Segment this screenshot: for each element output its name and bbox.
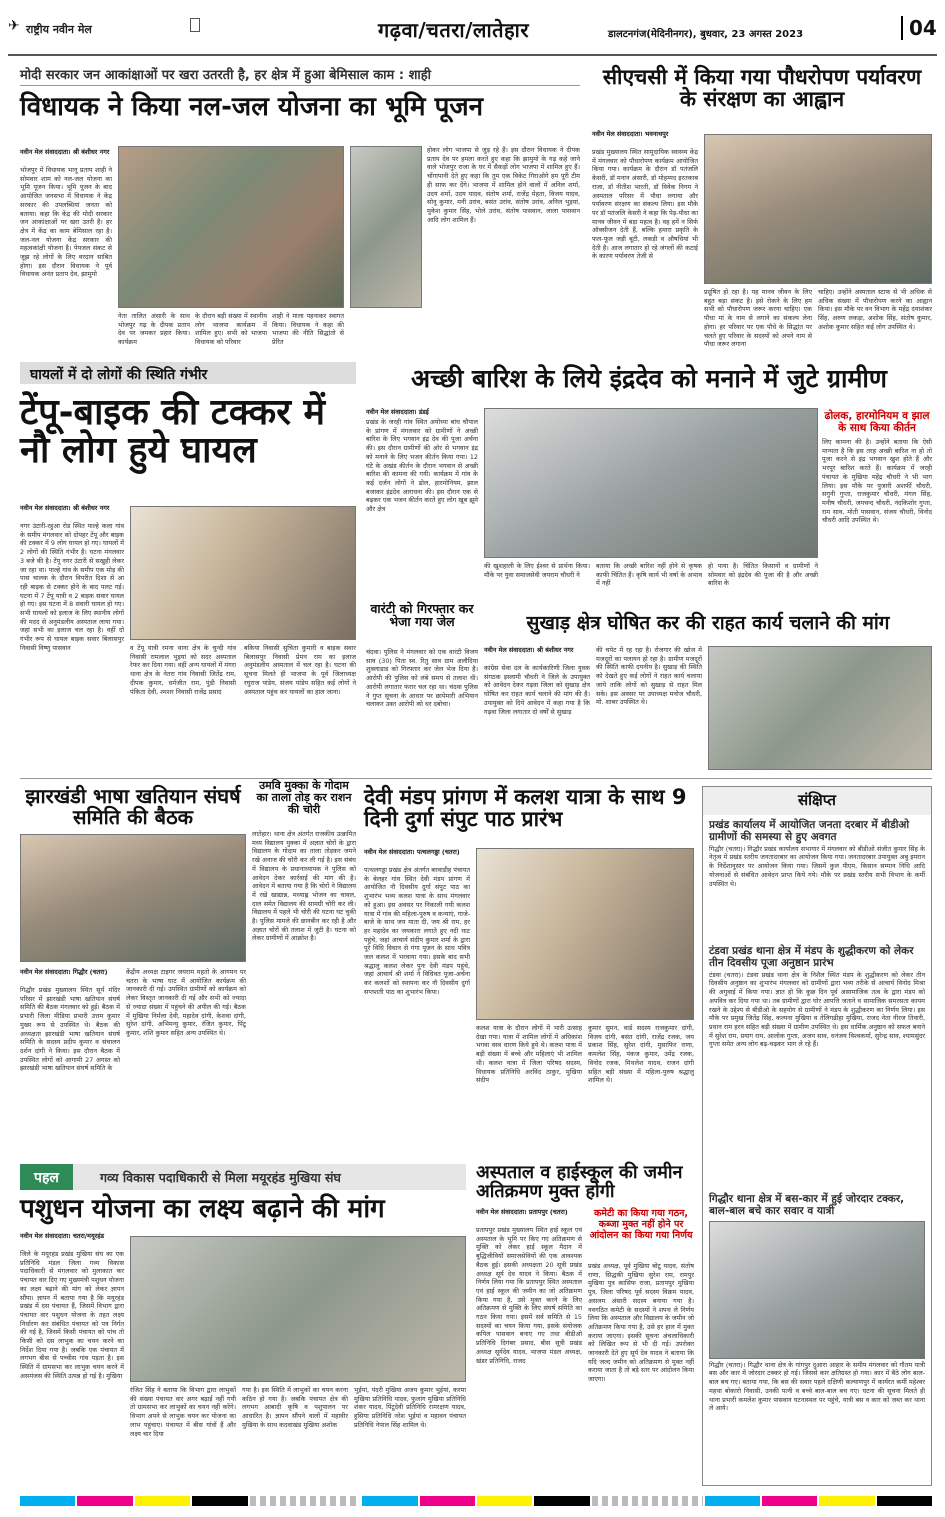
story1-col4: शाही ने माला पहनाकर स्वागत किया। विधायक ने कहा की भाजपा की नीति सिद्धांतो से प्रेरित: [272, 312, 344, 346]
sankship-h3: गिद्धौर थाना क्षेत्र में बस-कार में हुई जोरदार टक्कर, बाल-बाल बचे कार सवार व यात्री: [709, 1192, 905, 1217]
dateline: डालटनगंज(मेदिनीनगर), बुधवार, 23 अगस्त 2023: [608, 29, 804, 40]
story1-col2: नेता तालित अंसारी के साथ भोजपुर गढ़ के दीपक प्रताप देव पर जमकर प्रहार किया। कार्यक्रम: [118, 312, 190, 346]
story7-headline: झारखंडी भाषा खतियान संघर्ष समिति की बैठक: [25, 784, 241, 829]
story9-col1: पत्थलगड्डा प्रखंड क्षेत्र अंतर्गत बरवाडीह पंचायत के बेलहर गांव स्थित देवी मंडप प्रांगण में आयोजित नौ दिवसीय दुर्गा संपुट पाठ का शुभारंभ भव्य कलश यात्रा के साथ मंगलवार को हुआ। इस अवसर पर निकाली गयी कलश यात्रा में गांव की महिला-पुरुष व कन्याएं, गाजे-बाजे के साथ जय माता दी, जय श्री राम, हर हर महादेव का जयकारा लगाते हुए नदी घाट पहुंचे, जहां आचार्य संदीप कुमार शर्मा के द्वारा पूरे विधि विधान से गंगा पूजन के साथ पवित्र जल कलश में भरवाया गया। इसके बाद सभी श्रद्धालु कलश लेकर पुनः देवी मंडप पहुंचे, जहां आचार्य श्री शर्मा ने विधिवत पूजा-अर्चना कर कलशों को स्थापना कर नौ दिवसीय दुर्गा सप्तशती पाठ का शुभारंभ किया।: [364, 866, 470, 996]
story1-photo-2: [350, 146, 422, 308]
story3-col3: बकिया निवासी सुचिता कुमारी व बाइक सवार बिलासपुर निवासी प्रेमन राम का इलाज अनुमंडलीय अस्पताल में चल रहा है। घटना की सूचना मिलते ही भाजपा के पूर्व जिलाध्यक्ष रघुराज पांडेय, संजय पांडेय सहित कई लोगों ने अस्पताल पहुंच कर घायलों का हाल जाना।: [244, 644, 356, 696]
story4-col5: लिए कामना की है। उन्होंने बताया कि ऐसी मान्यता है कि इस तरह अच्छी बारिश ना हो तो पूजा करने से इंद्र भगवान खुश होते हैं और भरपूर बारिश करते हैं। कार्यक्रम में जरही पंचायत के मुखिया महेंद्र चौधरी ने भी भाग लिया। इस मौके पर पुजारी अशर्फी चौधरी, सगुनी गुप्ता, राजकुमार चौधरी, मंगल सिंह, मनीष चौधरी, जयचन्द चौधरी, नंदकिशोर गुप्ता, राम साव, मोती पासवान, संजय चौधरी, विनोद चौधरी आदि उपस्थित थे।: [822, 438, 932, 525]
story11-headline: अस्पताल व हाईस्कूल की जमीन अतिक्रमण मुक्त होगी: [476, 1162, 683, 1202]
story9-headline: देवी मंडप प्रांगण में कलश यात्रा के साथ 9 दिनी दुर्गा संपुट पाठ प्रारंभ: [364, 785, 687, 832]
divider: [20, 778, 932, 779]
story4-photo: [484, 408, 818, 558]
story2-headline: सीएचसी में किया गया पौधरोपण पर्यावरण के संरक्षण का आह्वान: [602, 65, 922, 112]
masthead: [8, 8, 937, 56]
story2-byline: नवीन मेल संवाददाता। भवनाथपुर: [592, 130, 669, 138]
sankship-h1: प्रखंड कार्यालय में आयोजित जनता दरबार में बीडीओ ग्रामीणों की समस्या से हुए अवगत: [709, 818, 910, 843]
story3-byline: नवीन मेल संवाददाता। श्री बंशीधर नगर: [20, 504, 110, 512]
paper-name: राष्ट्रीय नवीन मेल: [26, 23, 92, 36]
story10-col1: जिले के मयूरहंड प्रखंड मुखिया संघ का एक प्रतिनिधि मंडल जिला गव्य विकास पदाधिकारी से मंगलवार को मुलाकात कर पंचायत वार दिए गए मुख्यमंत्री पशुधन योजना का लक्ष्य बढ़ाने की मांग को लेकर ज्ञापन सौंपा। ज्ञापन में बताया गया है कि मयूरहंड प्रखंड में दस पंचायत हैं, जिसमें विभाग द्वारा पंचायत वार पशुधन योजना के तहत लक्ष्य निर्धारण कर संबंधित पंचायत को पत्र निर्गत की गई है, जिसमें किसी पंचायत को पांच तो किसी को दस लाभुक का चयन करने का निर्देश दिया गया है। जबकि एक पंचायत में लगभग बीस से पच्चीस गांव पड़ता है। इस स्थिति में ग्रामसभा कर लाभुक चयन करने में असमंजस की स्थिति उत्पन्न हो गई है। मुखिया: [20, 1250, 124, 1380]
qr-code-icon: [190, 18, 200, 32]
story6-headline: सुखाड़ क्षेत्र घोषित कर की राहत कार्य चलाने की मांग: [526, 612, 890, 634]
page-region: गढ़वा/चतरा/लातेहार: [378, 18, 530, 42]
story10-kicker-bar: [20, 1164, 466, 1190]
sankship-photo: [709, 1221, 925, 1359]
story1-col3: के दौरान बड़ी संख्या में स्थानीय लोग भाजपा कार्यक्रम में शामिल हुए। सभी को भाजपा विधायक को परिवार: [195, 312, 267, 346]
story7-col1: गिद्धौर प्रखंड मुख्यालय स्थित सूर्य मंदिर परिसर में झारखंडी भाषा खतियान संघर्ष समिति की बैठक मंगलवार को हुई। बैठक में प्रभारी जिला मीडिया प्रभारी उत्तम कुमार मुख्य रूप से उपस्थित थे। बैठक की अध्यक्षता झारखंडी भाषा खतियान संघर्ष समिति के सदस्य प्रदीप कुमार व संचालन दर्शन दांगी ने किया। इस दौरान बैठक में उपस्थित लोगों को आगामी 27 अगस्त को झारखंडी भाषा खतियान संघर्ष समिति के: [20, 986, 120, 1073]
story6-photo: [708, 646, 932, 770]
story8-body: लातेहार। थाना क्षेत्र अंतर्गत राजकीय उत्क्रमित मध्य विद्यालय मुक्का में अज्ञात चोरों के द्वारा विद्यालय के गोदाम का ताला तोड़कर जमने रखे अनाज की चोरी कर ली गई है। इस संबंध में विद्यालय के प्रधानाध्यापक ने पुलिस को आवेदन देकर कार्रवाई की मांग की है। आवेदन में बताया गया है कि चोरों ने विद्यालय में रखे खाद्यान्न, मध्याह्न भोजन का चावल, दाल समेत विद्यालय की सामग्री चोरी कर ली। विद्यालय में पहले भी चोरी की घटना घट चुकी है। पुलिस मामले की छानबीन कर रही है और अज्ञात चोरों की तलाश में जुटी है। घटना को लेकर ग्रामीणों में आक्रोश है।: [252, 830, 356, 943]
bird-logo-icon: ✈: [8, 18, 20, 34]
story10-col3: गया है। इस स्थिति में लाभुकों का चयन करना कठिन हो गया है। जबकि पंचायत क्षेत्र की लगभग आबादी कृषि व पशुपालन पर आधारित है। ज्ञापन सौंपने वालों में महावीर मुखिया के साथ कदवाखंड मुखिया अशोक: [242, 1386, 348, 1429]
story10-photo: [130, 1236, 466, 1382]
story10-headline: पशुधन योजना का लक्ष्य बढ़ाने की मांग: [20, 1194, 385, 1224]
story2-col2: प्रदूषित हो रहा है। यह मानव जीवन के लिए बहुत बड़ा संकट है। इसे रोकने के लिए हम सभी को पौधारोपण जरूर करना चाहिए। एक पौधा मां के नाम से लगाने का संकल्प लेना होगा। हर परिवार पर एक पौधे के सिद्धांत पर चलते हुए परिवार के सदस्यों को अपने नाम से पौधा जरूर लगाना: [704, 288, 812, 348]
story10-kicker: गव्य विकास पदाधिकारी से मिला मयूरहंड मुखिया संघ: [100, 1170, 341, 1185]
sankship-p2: टंडवा (चतरा)। टंडवा प्रखंड थाना क्षेत्र के निशैल स्थित मंडप के शुद्धीकरण को लेकर तीन दिवसीय अनुष्ठान का शुभारंभ मंगलवार को ग्रामीणों द्वारा भव्य तरीके से आचार्य विनोद मिश्रा की अगुवाई में किया गया। ज्ञात हो कि कुछ दिन पूर्व असामाजिक तत्व के द्वारा मंडप को अपवित्र कर दिया गया था। तब ग्रामीणों द्वारा घोर आपत्ति जताने व सामाजिक समरसता कायम रखने के उद्देश्य से बीडीओ के सहयोग से ग्रामीणों ने मंडप के शुद्धीकरण का निर्णय लिया। इस मौके पर प्रमुख जितेंद्र सिंह, कल्पना मुखिया व तेलिगढ़ीहा मुखिया, राजद नेता नीरज तिवारी, प्रधान राम हरन सहित बड़ी संख्या में ग्रामीण उपस्थित थे। इस धार्मिक अनुष्ठान को सफल बनाने में सुरेश राम, प्रयाग राम, आलोक गुप्ता, अजय साव, धनंजय विश्वकर्मा, सुरेन्द्र साव, श्यामसुंदर गुप्ता समेत अन्य लोग बढ़-चढ़कर भाग ले रहे हैं।: [709, 970, 925, 1049]
story4-headline: अच्छी बारिश के लिये इंद्रदेव को मनाने में जुटे ग्रामीण: [411, 364, 887, 393]
story4-col4: हो पाया है। चिंतित किसानों व ग्रामीणों ने सोमवार को इंद्रदेव की पूजा की है और अच्छी बारिश के: [708, 562, 818, 588]
page-number: 04: [901, 16, 937, 40]
story10-byline: नवीन मेल संवाददाता। चतरा/मयूरहंड: [20, 1232, 105, 1240]
story7-photo: [20, 834, 246, 962]
story11-col2: प्रखंड अध्यक्ष, पूर्व मुखिया बोटू यादव, संतोष राणा, सिद्धकी मुखिया सुरेश राम, रामपुर मुखिया पुत्र कासिफ राजा, प्रतापपुर मुखिया पुत्र, जिला परिषद पूर्व सदस्य विक्रम यादव, असलम अंसारी सदस्य बनाया गया है। नवगठित कमेटी के सदस्यों ने शपथ ले निर्णय लिया कि अस्पताल और विद्यालय के जमीन जो अतिक्रमण किया गया है, उसे हर हाल में मुक्त कराया जाएगा। इसकी सूचना अंचलाधिकारी को लिखित रूप से भी दी गई। उपरोक्त जानकारी देते हुए सूर्य देव यादव ने बताया कि यदि जल्द जमीन को अतिक्रमण से मुक्त नहीं कराया जाता है तो बड़े स्तर पर आंदोलन किया जाएगा।: [588, 1262, 694, 1384]
story10-tag: पहल: [20, 1164, 73, 1190]
story4-red-note: ढोलक, हारमोनियम व झाल के साथ किया कीर्तन: [824, 410, 930, 434]
story9-byline: नवीन मेल संवाददाता। पत्थलगड्डा (चतरा): [364, 848, 460, 856]
sankship-p1: गिद्धौर (चतरा)। गिद्धौर प्रखंड कार्यालय सभागार में मंगलवार को बीडीओ संजीत कुमार सिंह के नेतृत्व में प्रखंड स्तरीय जनतादरबार का आयोजन किया गया। जनतादरबार उपायुक्त अबु इमरान के निर्देशानुसार पर आयोजन किया गया। जिसमें कुल पीएम, किसान सम्मान निधि आदि योजनाओं से संबंधित आवेदन प्राप्त किये गये। मौके पर प्रखंड स्तरीय सभी विभाग के कर्मी उपस्थित थे।: [709, 844, 925, 888]
story3-col1: नगर उंटारी-रहुआ रोड स्थित पाल्हे कला गांव के समीप मंगलवार को दोपहर टेंपू और बाइक की टक्कर में 9 लोग घायल हो गए। घायलों में 2 लोगों की स्थिति गंभीर है। घटना मंगलवार 3 बजे की है। टेंपू नगर उंटारी से सखुही लेकर जा रहा था। पाल्हे गांव के समीप एक मोड़ की पास चालक के दौरान विपरीत दिशा से आ रही बाइक से टक्कर होने के बाद पलट गई। घटना में 7 टेंपू यात्री व 2 बाइक सवार घायल हो गए। इस घटना में 8 सवारी घायल हो गए। सभी घायलों को इलाज के लिए स्थानीय लोगों की मदद से अनुमंडलीय अस्पताल लाया गया। जहां सभी का इलाज चल रहा है। वहीं दो गंभीर रूप से घायल बाइक सवार बिलासपुर निवासी विष्णु पासवान: [20, 522, 124, 652]
sankship-h2: टंडवा प्रखंड थाना क्षेत्र में मंडप के शुद्धीकरण को लेकर तीन दिवसीय पूजा अनुष्ठान प्रारंभ: [709, 944, 914, 969]
story4-col2: की खुशहाली के लिए ईश्वर से प्रार्थना किया। मौके पर युवा समाजसेवी जयराम चौधरी ने: [484, 562, 590, 579]
story9-photo: [476, 848, 694, 1020]
story9-col2: कलश यात्रा के दौरान लोगों में भारी उत्साह देखा गया। यात्रा में शामिल लोगों में अधिकांश भगवा वस्त्र धारण किये हुये थे। कलश यात्रा में बड़ी संख्या में बच्चे और महिलाएं भी शामिल थी। कलश यात्रा में जिला परिषद सदस्य, विधायक प्रतिनिधि अरविंद ठाकुर, मुखिया संदीप: [476, 1024, 582, 1085]
story5-body: चंदवा। पुलिस ने मंगलवार को एक वारंटी विजय साव (30) पिता स्व. रितु साव ग्राम अलौदिया शुक्लाडाड को गिरफ्तार कर जेल भेज दिया है। आरोपी की पुलिस को लंबे समय से तलाश थी। आरोपी लगातार फरार चल रहा था। चंदवा पुलिस ने गुप्त सूचना के आधार पर छापेमारी अभियान चलाकर उक्त आरोपी को धर दबोचा।: [366, 648, 478, 709]
story1-headline: विधायक ने किया नल-जल योजना का भूमि पूजन: [20, 92, 484, 122]
story8-headline: उमवि मुक्का के गोदाम का ताला तोड़ कर राशन की चोरी: [256, 779, 352, 816]
story6-col1: कांग्रेस सेवा दल के कार्यकारिणी जिला युवक संगठक इस्लामी चौधरी ने जिले के उपायुक्त को आवेदन देकर गढ़वा जिला को सुखाड़ क्षेत्र घोषित कर राहत कार्य चलाने की मांग की है। उपायुक्त को दिये आवेदन में कहा गया है कि गढ़वा जिला लगातार दो वर्षों से सुखाड़: [484, 664, 590, 716]
story11-byline: नवीन मेल संवाददाता। प्रतापपुर (चतरा): [476, 1208, 568, 1216]
story2-col1: प्रखंड मुख्यालय स्थित सामुदायिक स्वास्थ्य केंद्र में मंगलवार को पौधारोपण कार्यक्रम आयोजित किया गया। कार्यक्रम के दौरान डॉ पतंजलि केसरी, डॉ मनान अंसारी, डॉ मोहम्मद इरतकाब राजा, डॉ नीतीश भारती, डॉ विवेक निगम ने अस्पताल परिसर में पौधा लगाया और पर्यावरण संरक्षण का संकल्प लिया। इस मौके पर डॉ पतंजलि केसरी ने कहा कि पेड़-पौधा का मानव जीवन में बड़ा महत्व है। वह हमें न सिर्फ ऑक्सीजन देती हैं, बल्कि हमारा प्रकृति के फल-फूल जड़ी बूटी, लकड़ी व औषधियां भी देती है। आज लगातार हो रहे जंगलों की कटाई के कारण पर्यावरण तेजी से: [592, 148, 698, 261]
story1-kicker-bar: [20, 64, 580, 86]
story9-col3: कुमार सुमन, वार्ड सदस्य राजकुमार दांगी, विजय दांगी, बसंत दांगी, राजेंद्र रजक, जय प्रकाश सिंह, सुरेश दांगी, मुसाफिर राणा, कमलेश सिंह, पंकज कुमार, उमेंद्र रजक, विनोद रजक, मिथलेश यादव, राजन दांगी सहित बड़ी संख्या में महिला-पुरुष श्रद्धालु शामिल थे।: [588, 1024, 694, 1085]
story4-byline: नवीन मेल संवाददाता। डंडई: [366, 408, 429, 416]
story4-col1: प्रखंड के जरही गांव स्थित अयोध्या बांध चौपाल के प्रांगण में मंगलवार को ग्रामीणों ने अच्छी बारिश के लिए भगवान इंद्र देव की पूजा अर्चना की। इस दौरान ग्रामीणों की ओर से भगवान इंद्र को मनाने के लिए भजन कीर्तन किया गया। 12 घंटे के अखंड कीर्तन के दौरान भगवान से अच्छी बारिश की कामना की गयी। कार्यक्रम में गांव के कई दर्जन लोगों ने ढोल, हारमोनियम, झाल बजाकर इंद्रदेव आराधना की। इस दौरान एक से बढ़कर एक भजन कीर्तन करते हुए लोग खूब झूमे और क्षेत्र: [366, 418, 478, 514]
story3-kicker: घायलों में दो लोगों की स्थिति गंभीर: [20, 362, 356, 384]
story2-col3: चाहिए। उन्होंने अस्पताल स्टाफ से भी अधिक से अधिक संख्या में पौधारोपण करने का आह्वान किया। इस मौके पर वन विभाग के महेंद्र दयाशंकर सिंह, अरुण लकड़ा, अशोक सिंह, संतोष कुमार, अशोक कुमार सहित कई लोग उपस्थित थे।: [818, 288, 932, 331]
story7-col2: केंद्रीय अध्यक्ष टाइगर जयराम महतो के आगमन पर चतरा के भाषा घाट में आयोजित कार्यक्रम की जानकारी दी गई। उपस्थित ग्रामीणों को कार्यक्रम को लेकर विस्तृत जानकारी दी गई और सभी को ज्यादा से ज्यादा संख्या में पहुंचने की अपील की गई। बैठक में मुखिया निर्मला देवी, महादेव दांगी, केशवा दांगी, सुरेश दांगी, अभिमन्यु कुमार, रंजित कुमार, पिंटू कुमार, शशि कुमार सहित अन्य उपस्थित थे।: [126, 968, 246, 1037]
story3-col2: व टेंपू यात्री रमना थाना क्षेत्र के चुन्दी गांव निवासी रामलाल भुइयां को सदर अस्पताल रेफर कर दिया गया। वहीं अन्य घायलों में मंगरा थाना क्षेत्र के नेतरा गांव निवासी जितेंद्र राम, दीपक कुमार, धर्मजीत राम, पुंडी निवासी पंकिता देवी, श्मशर निवासी राजेंद्र प्रसाद: [130, 644, 236, 696]
sankship-box: [702, 786, 932, 1486]
sankship-p3: गिद्धौर (चतरा)। गिद्धौर थाना क्षेत्र के गांगपुर दुआरा आहार के समीप मंगलवार को गौतम यात्री बस और कार में जोरदार टक्कर हो गई। जिससे कार क्षतिग्रस्त हो गया। कार में बैठे लोग बाल-बाल बच गए। बताया गया, कि बस की सवार पहले दक्षिणी कल्याणपुर में कार्यरत कर्मी महेश्वर महथा बोकारो निवासी, उनकी पत्नी व बच्चे बाल-बाल बच गए। घटना की सूचना मिलते ही थाना प्रभारी कमलेश कुमार पासवान घटनास्थल पर पहुंचे, यात्री बस व कार को जब्त कर थाना ले आये।: [709, 1360, 925, 1413]
story3-headline: टेंपू-बाइक की टक्कर में नौ लोग हुये घायल: [20, 392, 325, 471]
story10-col2: रंजित सिंह ने बताया कि विभाग द्वारा लाभुकों की संख्या पंचायत वार अगर बढ़ाई नहीं गयी तो ग्रामसभा कर लाभुकों का चयन नहीं करेंगे। विभाग अपने से लाभुक चयन कर योजना का लाभ पहुंचाए। पंचायत में बीस गांवों हैं और लक्ष्य चार दिया: [130, 1386, 236, 1438]
story10-col4: भुईयां, पंदरी मुखिया अजय कुमार भुईयां, करमा मुखिया प्रतिनिधि यादव, फुलांग मुखिया प्रतिनिधि शंकर यादव, पिंटूदेवी प्रतिनिधि रामरक्षण यादव, हुसिया प्रतिनिधि नरेश भुईयां व महावन पंचायत प्रतिनिधि नेपाल सिंह शामिल थे।: [354, 1386, 466, 1429]
story1-kicker: मोदी सरकार जन आकांक्षाओं पर खरा उतरती है, हर क्षेत्र में हुआ बेमिसाल काम : शाही: [20, 68, 432, 83]
story1-col1: भोजपुर में विधायक भानू प्रताप शाही ने सोमवार शाम को नल-जल योजना का भूमि पूजन किया। भूमि पूजन के बाद आयोजित जनसभा में विधायक ने केंद्र सरकार की उपलब्धियां जनता को बताया। कहा कि केंद्र की मोदी सरकार जन आकांक्षाओं पर खरा उतरी है। हर क्षेत्र में केंद्र का काम बेमिसाल रहा है। जल-नल योजना केंद्र सरकार की महत्वकांक्षी योजना है। पेयजल संकट से जूझ रहे लोगों के लिए वरदान साबित होगा। इस दौरान विधायक ने पूर्व विधायक अनंत प्रताप देव, झामुमो: [20, 166, 112, 279]
story7-byline: नवीन मेल संवाददाता। गिद्धौर (चतरा): [20, 968, 108, 976]
story2-photo: [704, 134, 932, 284]
story11-col1: प्रतापपुर प्रखंड मुख्यालय स्थित हाई स्कूल एवं अस्पताल के भूमि पर किए गए अतिक्रमण से मुक्ति को लेकर हाई स्कूल मैदान में बुद्धिजीवियों समाजसेवियों की एक आवश्यक बैठक हुई। इसकी अध्यक्षता 20 सूत्री प्रखंड अध्यक्ष सूर्य देव यादव ने किया। बैठक में निर्णय लिया गया कि प्रतापपुर स्थित अस्पताल एवं हाई स्कूल की जमीन का जो अतिक्रमण किया गया है, उसे मुक्त करने के लिए अतिक्रमण से मुक्ति के लिए संघर्ष समिति का गठन किया गया। इसमें सर्व समिति से 15 सदस्यों का चयन किया गया, इसके संयोजक कपिल पासवान बनाए गए तथा बीडीओ प्रतिनिधि दिगंबर प्रसाद, बीस सूत्री प्रखंड अध्यक्ष सूर्यदेव यादव, भाजपा मंडल अध्यक्ष, खंडर प्रतिनिधि, राजद: [476, 1226, 582, 1365]
registration-strip: [20, 1496, 932, 1506]
story1-byline: नवीन मेल संवाददाता। श्री बंशीधर नगर: [20, 148, 110, 156]
story4-col3: बताया कि अच्छी बारिश नहीं होने से कृषक काफी चिंतित हैं। कृषि कार्य भी वर्षा के अभाव में नहीं: [596, 562, 702, 588]
story5-headline: वारंटी को गिरफ्तार कर भेजा गया जेल: [370, 601, 474, 630]
story6-byline: नवीन मेल संवाददाता। श्री बंशीधर नगर: [484, 646, 574, 654]
sankship-title: संक्षिप्त: [703, 787, 931, 815]
story6-col2: की चपेट में रह रहा है। रोजगार की खोज में मजदूरों का पलायन हो रहा है। ग्रामीण मजदूरों की स्थिति काफी दयनीय है। सुखाड़ की स्थिति को देखते हुए कई लोगों ने राहत कार्य चलाया जाये ताकि लोगों को सुखाड़ से राहत मिल सके। इस अवसर पर उपाध्यक्ष मनोज चौधरी, मो. शाबर उपस्थित थे।: [596, 646, 702, 707]
story11-red-note: कमेटी का किया गया गठन, कब्जा मुक्त नहीं होने पर आंदोलन का किया गया निर्णय: [589, 1208, 693, 1241]
story1-col5: होकर लोग भाजपा से जुड़ रहे हैं। इस दौरान विधायक ने दीपक प्रताप देव पर हमला करते हुए कहा कि झामुमो के गढ़ कहे जाने वाले भोजपुर राजा के घर में सैकड़ों लोग भाजपा में शामिल हुए हैं। चोंगापानी देते हुए कहा कि तुम एक विकेट गिराओगे हम पूरी टीम ही साफ कर देंगे। भाजपा में शामिल होने वालों में अनिल शर्मा, उदय शर्मा, उदय यादव, संतोष शर्मा, राजेंद्र मेहता, विजय यादव, सोनू कुमार, मनी उरांव, बसंत उरांव, संतोष उरांव, अनिल भुइयां, मुकेश कुमार सिंह, भोले उरांव, संतोष पासवान, लाला पासवान आदि लोग शामिल हैं।: [427, 146, 580, 224]
story1-photo: [118, 146, 344, 308]
story3-photo: [130, 506, 356, 640]
